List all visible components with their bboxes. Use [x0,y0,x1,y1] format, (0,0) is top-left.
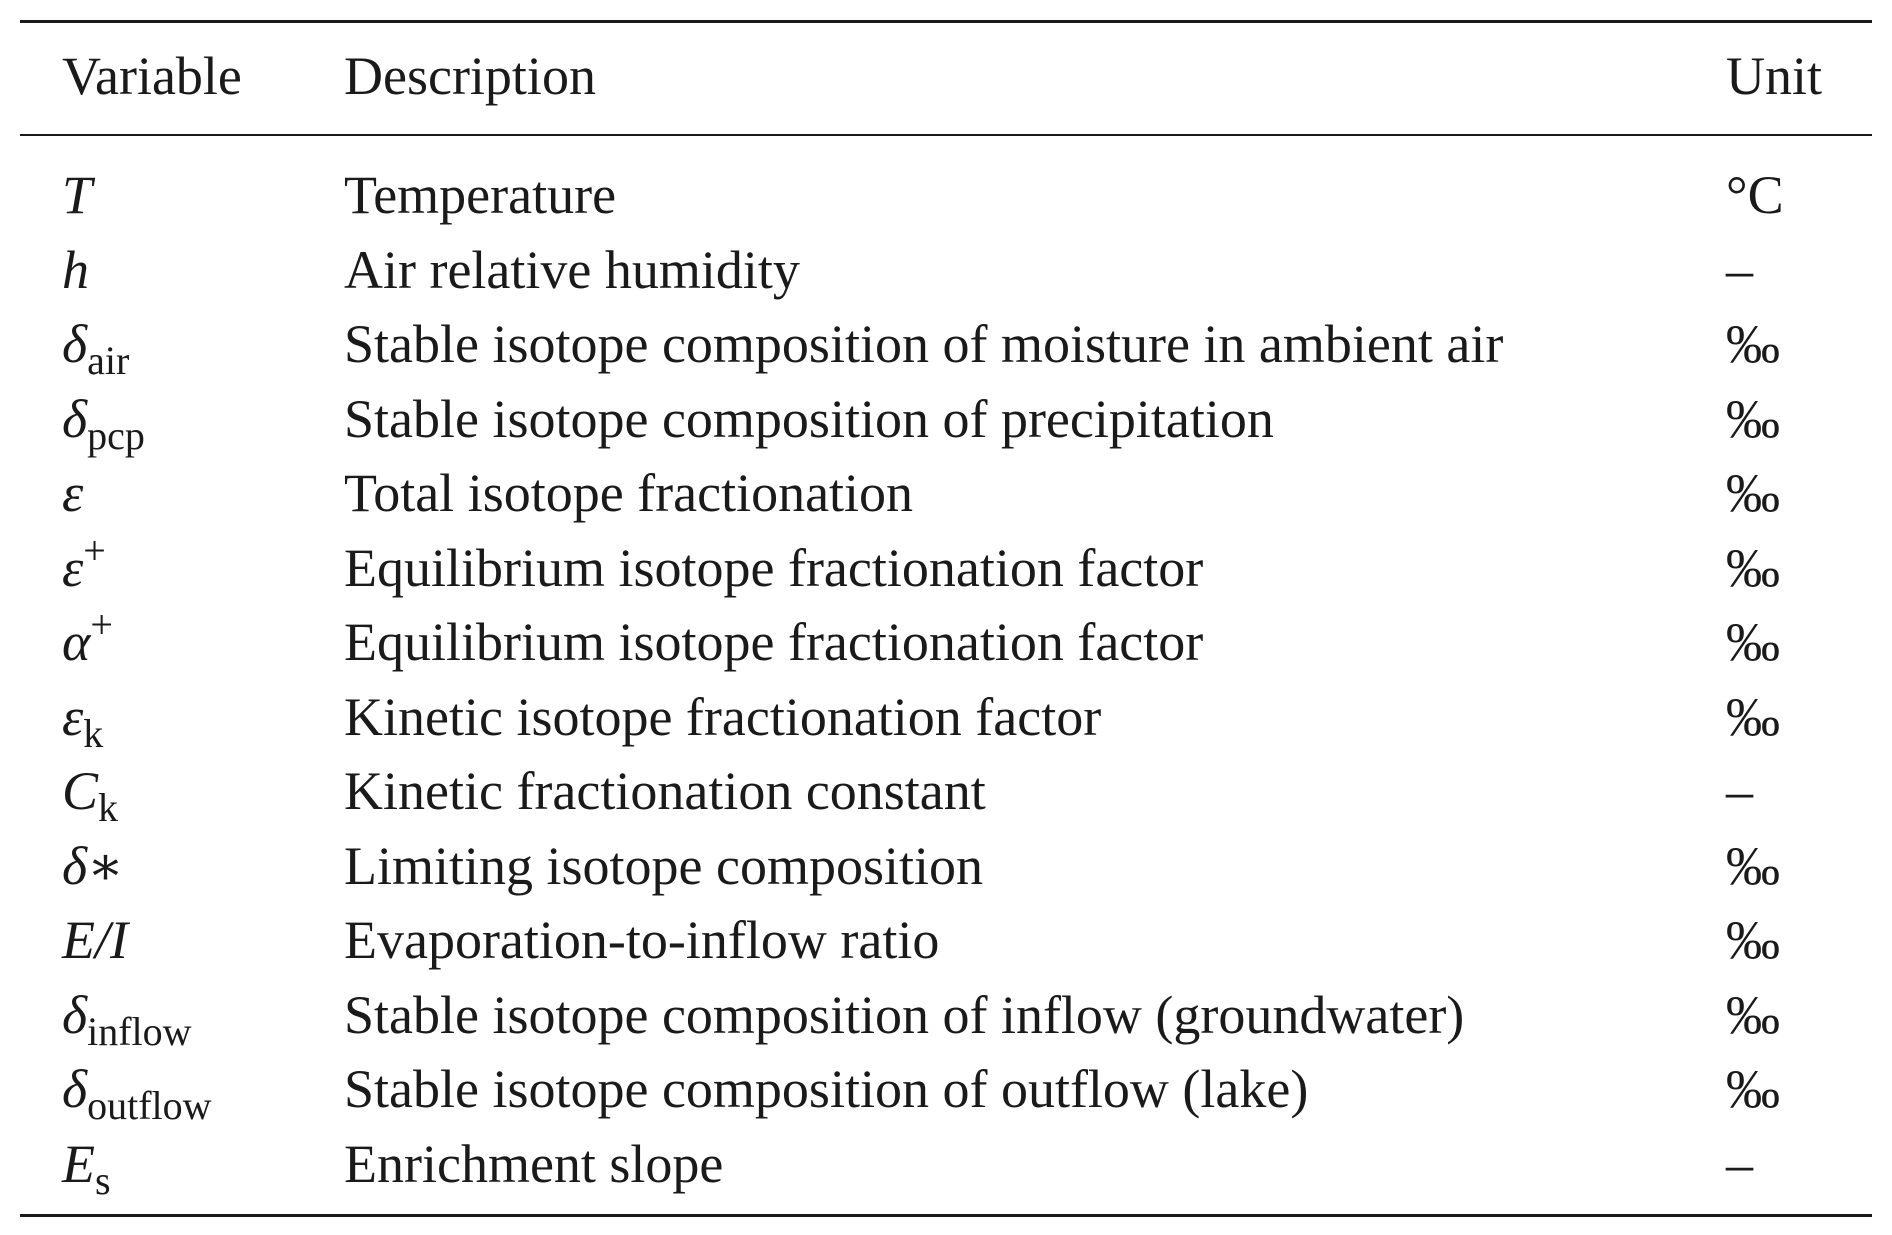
variable-description: Equilibrium isotope fractionation factor [344,537,1204,598]
variable-description: Total isotope fractionation [344,463,914,523]
variable-unit: ‰ [1726,686,1780,747]
symbol-base: α [62,612,91,672]
header-rule [20,134,1872,136]
symbol-base: C [62,761,99,821]
symbol-superscript: + [90,602,113,647]
symbol-subscript: air [87,338,130,383]
symbol-base: T [62,165,93,225]
symbol-base: ε [62,463,84,523]
symbol-base: E [62,1133,95,1194]
variable-symbol [62,311,130,383]
symbol-base: E/I [62,910,128,970]
symbol-subscript: s [95,1157,111,1203]
table-row [20,833,1872,908]
variable-symbol [62,907,128,973]
variable-symbol [62,684,104,756]
top-rule [20,20,1872,23]
table-row [20,162,1872,237]
variable-unit: ‰ [1726,388,1780,449]
symbol-base: δ [62,314,88,374]
table-row [20,602,1872,684]
table-header [20,40,1872,112]
variable-unit: ‰ [1726,537,1780,598]
symbol-base: δ [62,1059,88,1119]
header-description: Description [344,46,596,106]
variable-description: Evaporation-to-inflow ratio [344,910,940,970]
symbol-base: δ [62,984,88,1045]
symbol-subscript: k [98,785,119,830]
variable-unit: – [1726,239,1753,300]
table-row [20,684,1872,759]
header-variable: Variable [62,46,242,106]
symbol-base: h [62,239,89,300]
variable-unit: ‰ [1726,835,1780,896]
symbol-base: ε [62,537,84,598]
variable-unit: – [1726,1133,1753,1194]
table-row [20,907,1872,982]
variable-symbol [62,982,192,1054]
symbol-subscript: outflow [87,1083,212,1128]
variable-description: Stable isotope composition of precipitation [344,388,1274,449]
variable-description: Enrichment slope [344,1133,724,1194]
variable-symbol [62,527,106,601]
symbol-subscript: inflow [87,1008,192,1054]
variable-unit: ‰ [1726,612,1780,672]
variable-symbol [62,1131,111,1203]
variable-description: Stable isotope composition of inflow (groundwater) [344,984,1465,1045]
symbol-base: δ∗ [62,835,124,896]
table-row [20,527,1872,610]
variable-description: Limiting isotope composition [344,835,983,896]
variable-unit: ‰ [1726,1059,1780,1119]
variable-symbol [62,758,119,830]
symbol-base: δ [62,388,88,449]
bottom-rule [20,1214,1872,1217]
header-unit: Unit [1726,46,1823,106]
variable-symbol [62,386,145,458]
variable-unit: ‰ [1726,984,1780,1045]
variable-symbol [62,833,124,899]
table-row [20,386,1872,461]
symbol-base: ε [62,686,84,747]
table-row [20,311,1872,386]
variable-unit: °C [1726,165,1784,225]
variable-unit: ‰ [1726,910,1780,970]
table-row [20,1131,1872,1206]
variable-description: Temperature [344,165,617,225]
variable-description: Equilibrium isotope fractionation factor [344,612,1204,672]
variable-unit: – [1726,761,1753,821]
symbol-subscript: k [83,710,104,756]
variable-description: Air relative humidity [344,239,800,300]
table-row [20,758,1872,833]
variable-description: Stable isotope composition of outflow (lake) [344,1059,1309,1119]
variable-unit: ‰ [1726,314,1780,374]
variable-unit: ‰ [1726,463,1780,523]
table-row [20,237,1872,312]
table-body [20,162,1872,1205]
symbol-subscript: pcp [87,412,145,458]
variable-symbol [62,162,92,228]
variable-description: Kinetic fractionation constant [344,761,986,821]
variable-symbol [62,460,83,526]
variable-symbol [62,602,113,675]
table-row [20,460,1872,535]
table-row [20,1056,1872,1131]
symbol-superscript: + [83,527,106,573]
variable-symbol [62,237,89,303]
table-row [20,982,1872,1057]
variable-symbol [62,1056,212,1128]
variable-description: Kinetic isotope fractionation factor [344,686,1102,747]
variable-description: Stable isotope composition of moisture in ambient air [344,314,1504,374]
